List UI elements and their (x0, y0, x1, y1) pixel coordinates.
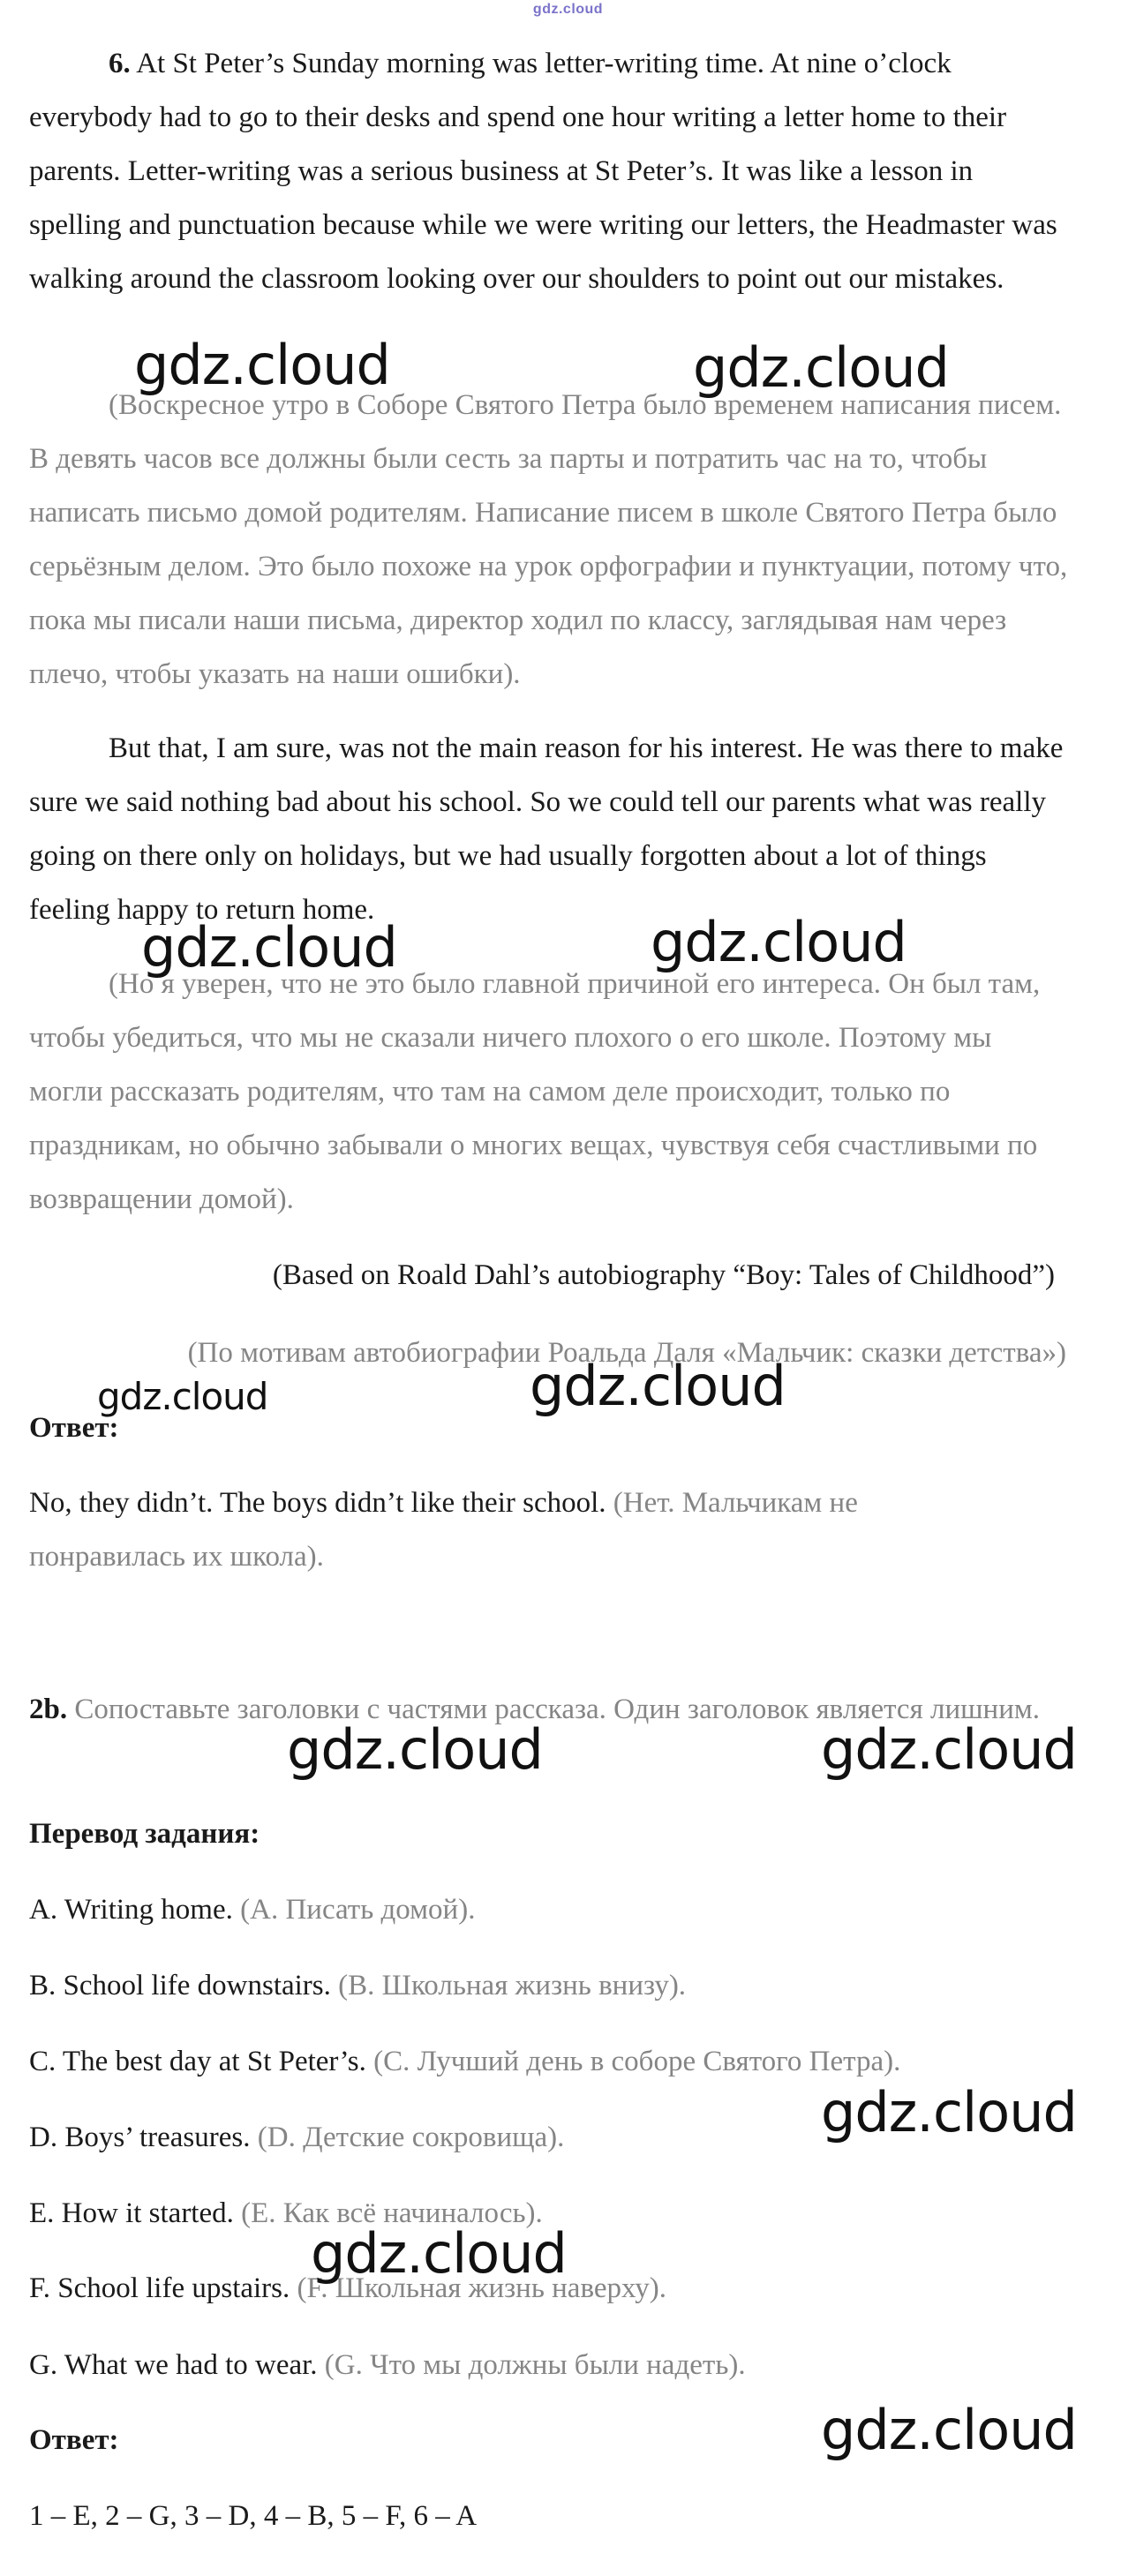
paragraph-7-english: But that, I am sure, was not the main reason for his interest. He was there to make sure we said nothing bad about his school. So we could tell our parents what was really going on there only on holidays, but we had usually forgotten about a lot of things feeling happy to return home. (29, 732, 1064, 926)
heading-english: C. The best day at St Peter’s. (29, 2046, 366, 2077)
watermark: gdz.cloud (693, 335, 949, 400)
answer-1-text (29, 1476, 982, 1584)
watermark: gdz.cloud (287, 1717, 543, 1782)
paragraph-text: At St Peter’s Sunday morning was letter-writing time. At nine o’clock everybody had to go to their desks and spend one hour writing a letter home to their parents. Letter-writing was a serious business at St Peter’s. It was like a lesson in spelling and punctuation because while we were writing our letters, the Headmaster was walking around the classroom looking over our shoulders to point out our mistakes. (29, 48, 1057, 295)
heading-russian: (G. Что мы должны были надеть). (324, 2349, 746, 2381)
heading-russian: (C. Лучший день в соборе Святого Петра). (373, 2046, 901, 2077)
translation-label: Перевод задания: (29, 1818, 260, 1850)
heading-russian: (B. Школьная жизнь внизу). (338, 1970, 687, 2001)
paragraph-number: 6. (109, 48, 131, 79)
paragraph-6-english (29, 37, 1071, 306)
watermark: gdz.cloud (821, 2398, 1077, 2462)
answer-1-russian: (Нет. Мальчикам не понравилась их школа). (29, 1487, 858, 1573)
watermark: gdz.cloud (311, 2221, 567, 2286)
heading-english: G. What we had to wear. (29, 2349, 318, 2381)
watermark: gdz.cloud (821, 1717, 1077, 1782)
heading-english: B. School life downstairs. (29, 1970, 331, 2001)
heading-russian: (E. Как всё начиналось). (241, 2197, 543, 2229)
answer-1-english: No, they didn’t. The boys didn’t like their school. (29, 1487, 606, 1519)
heading-item-g (29, 2339, 1071, 2392)
watermark: gdz.cloud (97, 1375, 268, 1418)
answer-2-text: 1 – E, 2 – G, 3 – D, 4 – B, 5 – F, 6 – A (29, 2500, 478, 2532)
heading-english: E. How it started. (29, 2197, 234, 2229)
source-english: (Based on Roald Dahl’s autobiography “Boy: Tales of Childhood”) (272, 1259, 1055, 1291)
source-russian: (По мотивам автобиографии Роальда Даля «Мальчик: сказки детства») (187, 1337, 1066, 1369)
task-text: Сопоставьте заголовки с частями рассказа. Один заголовок является лишним. (74, 1694, 1040, 1725)
watermark: gdz.cloud (651, 910, 907, 974)
heading-english: A. Writing home. (29, 1894, 233, 1926)
paragraph-6-russian: (Воскресное утро в Соборе Святого Петра было временем написания писем. В девять часов все должны были сесть за парты и потратить час на то, чтобы написать письмо домой родителям. Написание писем в школе Святого Петра было серьёзным делом. Это было похоже на урок орфографии и пунктуации, потому что, пока мы писали наши письма, директор ходил по классу, заглядывая нам через плечо, чтобы указать на наши ошибки). (29, 389, 1068, 690)
heading-item-b (29, 1959, 1071, 2013)
watermark: gdz.cloud (821, 2080, 1077, 2144)
answer-label: Ответ: (29, 1412, 119, 1444)
heading-english: F. School life upstairs. (29, 2272, 290, 2304)
task-number: 2b. (29, 1694, 68, 1725)
top-watermark: gdz.cloud (532, 2, 604, 17)
heading-item-a (29, 1883, 1071, 1937)
heading-russian: (A. Писать домой). (240, 1894, 476, 1926)
heading-russian: (D. Детские сокровища). (257, 2122, 565, 2153)
watermark: gdz.cloud (141, 915, 397, 980)
watermark: gdz.cloud (530, 1354, 786, 1418)
watermark: gdz.cloud (134, 333, 390, 397)
heading-russian: (F. Школьная жизнь наверху). (297, 2272, 666, 2304)
answer-2-label: Ответ: (29, 2424, 119, 2456)
heading-english: D. Boys’ treasures. (29, 2122, 251, 2153)
paragraph-7-russian: (Но я уверен, что не это было главной причиной его интереса. Он был там, чтобы убедиться, что мы не сказали ничего плохого о его школе. Поэтому мы могли рассказать родителям, что там на самом деле происходит, только по праздникам, но обычно забывали о многих вещах, чувствуя себя счастливыми по возвращении домой). (29, 968, 1041, 1215)
